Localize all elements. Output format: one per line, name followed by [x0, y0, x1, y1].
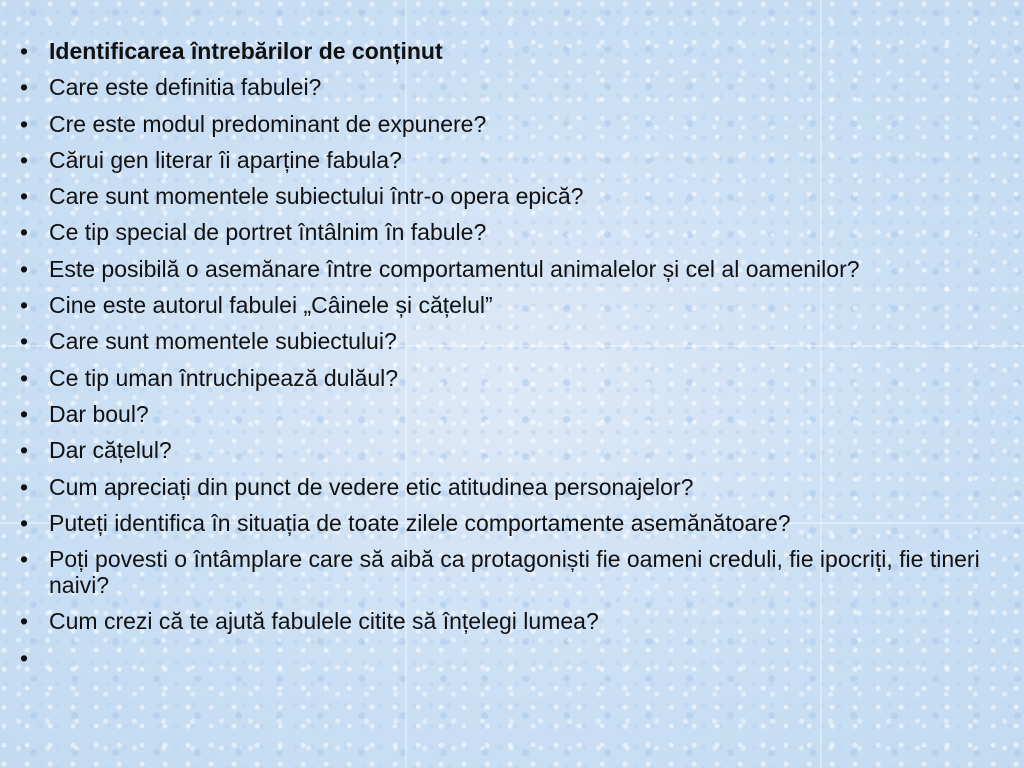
list-item-text: Cum crezi că te ajută fabulele citite să înțelegi lumea? [49, 608, 599, 635]
list-item-text: Care este definitia fabulei? [49, 74, 322, 101]
list-item [14, 608, 1010, 634]
list-item [14, 437, 1010, 463]
bullet-icon: • [19, 473, 29, 500]
list-item-text: Poți povesti o întâmplare care să aibă ca protagoniști fie oameni creduli, fie ipocriți, fie tineri naivi? [49, 546, 980, 599]
bullet-icon: • [19, 219, 29, 246]
list-item-text: Cărui gen literar îi aparține fabula? [49, 146, 402, 173]
list-item-text: Ce tip uman întruchipează dulăul? [49, 364, 399, 391]
list-item-text: Cum apreciați din punct de vedere etic atitudinea personajelor? [49, 473, 694, 500]
list-item-text: Identificarea întrebărilor de conținut [49, 38, 443, 64]
list-item-heading [14, 38, 1010, 64]
list-item-text: Cine este autorul fabulei „Câinele și cățelul” [49, 292, 493, 319]
list-item-text: Care sunt momentele subiectului într-o opera epică? [49, 183, 584, 210]
list-item [14, 328, 1010, 354]
list-item-text: Este posibilă o asemănare între comportamentul animalelor și cel al oamenilor? [49, 255, 860, 282]
bullet-icon: • [19, 74, 29, 101]
bullet-icon: • [19, 38, 29, 64]
bullet-icon: • [19, 255, 29, 282]
list-item [14, 510, 1010, 536]
list-item [14, 365, 1010, 391]
bullet-icon: • [19, 292, 29, 319]
bullet-icon: • [19, 183, 29, 210]
bullet-icon: • [19, 364, 29, 391]
list-item [14, 219, 1010, 245]
list-item-text: Puteți identifica în situația de toate zilele comportamente asemănătoare? [49, 509, 791, 536]
bullet-icon: • [19, 328, 29, 355]
list-item-text: Ce tip special de portret întâlnim în fabule? [49, 219, 487, 246]
list-item [14, 74, 1010, 100]
list-item [14, 474, 1010, 500]
list-item [14, 401, 1010, 427]
bullet-icon: • [19, 509, 29, 536]
list-item [14, 147, 1010, 173]
list-item-text: Care sunt momentele subiectului? [49, 328, 397, 355]
bullet-icon: • [19, 608, 29, 635]
list-item [14, 546, 1010, 598]
list-item-text: Dar boul? [49, 400, 149, 427]
bullet-icon: • [19, 437, 29, 464]
bullet-icon: • [19, 546, 29, 573]
bullet-icon: • [19, 146, 29, 173]
list-item-text: Cre este modul predominant de expunere? [49, 110, 487, 137]
question-list [14, 38, 1010, 671]
list-item [14, 183, 1010, 209]
bullet-icon: • [19, 400, 29, 427]
list-item [14, 256, 1010, 282]
list-item-text: Dar cățelul? [49, 437, 172, 464]
bullet-icon: • [19, 110, 29, 137]
list-item [14, 292, 1010, 318]
list-item [14, 111, 1010, 137]
bullet-icon: • [19, 644, 29, 671]
